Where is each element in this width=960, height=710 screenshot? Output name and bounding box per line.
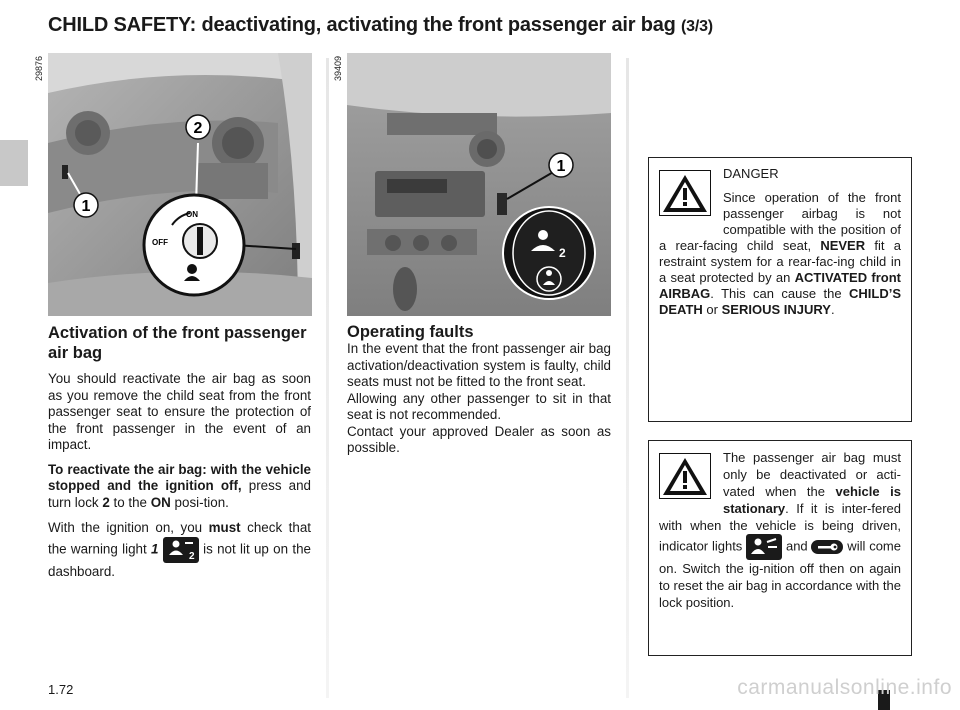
- faults-paragraph-1: In the event that the front passenger air bag activation/deactivation system is faulty, child seats must not be fitted to the front seat.: [347, 341, 611, 389]
- faults-paragraph-2: Allowing any other passenger to sit in that seat is not recommended.: [347, 390, 611, 422]
- switch-off-label: OFF: [152, 238, 168, 247]
- callout-1-middle: 1: [556, 158, 566, 175]
- danger-box: [648, 157, 912, 422]
- airbag-on-warning-icon: [746, 534, 782, 560]
- faults-paragraph-3: Contact your approved Dealer as soon as possible.: [347, 423, 611, 455]
- figure-code: 29876: [34, 56, 44, 82]
- spanner-warning-icon: [811, 540, 843, 554]
- faults-section: [347, 323, 611, 457]
- danger-label: DANGER: [723, 166, 779, 181]
- figure-dashboard-indicator: [347, 53, 611, 316]
- callout-2: 2: [193, 120, 203, 137]
- danger-text: Since operation of the front passenger airbag is not compatible with the position of a rear-facing child seat, NEVER fit a restraint system for a rear-fac-ing child in a seat protected by an ACTIVATED front AIRBAG. This can cause the CHILD’S DEATH or SERIOUS INJURY.: [659, 190, 901, 317]
- warning-triangle-icon: [659, 453, 711, 499]
- column-divider-left: [326, 58, 329, 698]
- page-title: CHILD SAFETY: deactivating, activating the front passenger air bag (3/3): [48, 14, 713, 36]
- figure-code-middle: 39409: [333, 56, 343, 82]
- activation-section: [48, 323, 311, 589]
- activation-heading: Activation of the front passenger air bag: [48, 324, 307, 362]
- indicator-number: 2: [559, 246, 566, 260]
- column-divider-right: [626, 58, 629, 698]
- svg-text:2: 2: [188, 551, 195, 562]
- danger-warning-icon-wrap: [659, 170, 717, 230]
- activation-paragraph-1: You should reactivate the air bag as soon as you remove the child seat from the front passenger seat to ensure the protection of the front passenger in the event of an impact.: [48, 371, 311, 452]
- note-box: [648, 440, 912, 656]
- page-part: (3/3): [681, 18, 713, 35]
- faults-heading: Operating faults: [347, 323, 474, 341]
- note-warning-icon-wrap: [659, 453, 717, 513]
- switch-on-label: ON: [186, 210, 198, 219]
- warning-triangle-icon: [659, 170, 711, 216]
- callout-1: 1: [81, 198, 91, 215]
- note-text: The passenger air bag must only be deactivated or acti-vated when the vehicle is stationary. If it is inter-fered with when the vehicle is being driven, indicator lights and will come on. Switch the ig-nition off then on again to reset the air bag in accordance with the lock position.: [659, 450, 901, 610]
- figure-airbag-lock: [48, 53, 312, 316]
- activation-paragraph-2: To reactivate the air bag: with the vehicle stopped and the ignition off, press and turn lock 2 to the ON posi-tion.: [48, 461, 311, 510]
- page-number: 1.72: [48, 682, 74, 697]
- activation-paragraph-3: With the ignition on, you must check that the warning light 1 2 is not lit up on the dashboard.: [48, 520, 311, 579]
- airbag-off-warning-icon: [163, 537, 199, 563]
- chapter-tab: [0, 140, 28, 186]
- watermark: carmanualsonline.info: [737, 676, 952, 699]
